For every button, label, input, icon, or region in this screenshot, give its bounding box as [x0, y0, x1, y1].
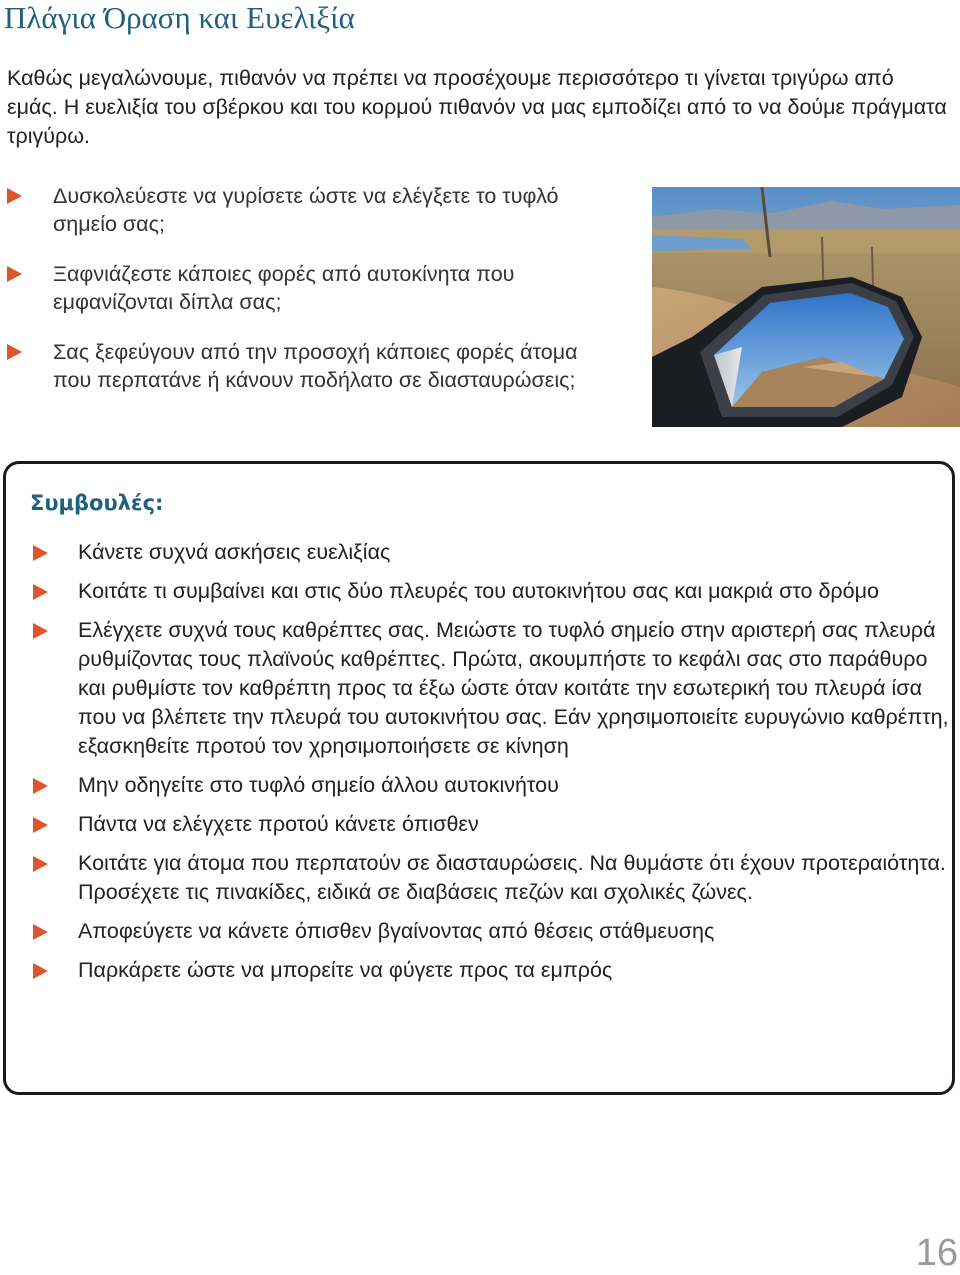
bullet-arrow-icon [33, 856, 48, 872]
tip-text: Μην οδηγείτε στο τυφλό σημείο άλλου αυτοκινήτου [78, 773, 559, 797]
tip-item [33, 956, 958, 985]
question-text: Δυσκολεύεστε να γυρίσετε ώστε να ελέγξετε το τυφλό σημείο σας; [53, 184, 559, 236]
tips-heading: Συμβουλές: [30, 491, 164, 515]
question-item [7, 338, 627, 394]
tip-item [33, 810, 958, 839]
tip-text: Κοιτάτε τι συμβαίνει και στις δύο πλευρές του αυτοκινήτου σας και μακριά στο δρόμο [78, 579, 879, 603]
tip-item [33, 538, 958, 567]
tip-text: Ελέγχετε συχνά τους καθρέπτες σας. Μειώστε το τυφλό σημείο στην αριστερή σας πλευρά ρυθμίζοντας τους πλαϊνούς καθρέπτες. Πρώτα, ακουμπήστε το κεφάλι σας στο παράθυρο και ρυθμίστε τον καθρέπτη προς τα έξω ώστε όταν κοιτάτε την εσωτερική του πλευρά ίσα που να βλέπετε την πλευρά του αυτοκινήτου σας. Εάν χρησιμοποιείτε ευρυγώνιο καθρέπτη, εξασκηθείτε προτού τον χρησιμοποιήσετε σε κίνηση [78, 618, 949, 758]
tip-item [33, 616, 958, 761]
bullet-arrow-icon [7, 344, 22, 360]
tip-item [33, 577, 958, 606]
bullet-arrow-icon [7, 188, 22, 204]
bullet-arrow-icon [33, 924, 48, 940]
tip-text: Αποφεύγετε να κάνετε όπισθεν βγαίνοντας από θέσεις στάθμευσης [78, 919, 715, 943]
tip-text: Πάντα να ελέγχετε προτού κάνετε όπισθεν [78, 812, 479, 836]
bullet-arrow-icon [33, 584, 48, 600]
tip-text: Παρκάρετε ώστε να μπορείτε να φύγετε προς τα εμπρός [78, 958, 613, 982]
bullet-arrow-icon [33, 778, 48, 794]
question-list [7, 182, 627, 416]
question-item [7, 260, 627, 316]
question-text: Ξαφνιάζεστε κάποιες φορές από αυτοκίνητα που εμφανίζονται δίπλα σας; [53, 262, 515, 314]
bullet-arrow-icon [7, 266, 22, 282]
tips-list [33, 538, 958, 995]
page-number: 16 [915, 1232, 958, 1274]
bullet-arrow-icon [33, 963, 48, 979]
question-text: Σας ξεφεύγουν από την προσοχή κάποιες φορές άτομα που περπατάνε ή κάνουν ποδήλατο σε διασταυρώσεις; [53, 340, 578, 392]
tip-item [33, 917, 958, 946]
bullet-arrow-icon [33, 623, 48, 639]
intro-paragraph: Καθώς μεγαλώνουμε, πιθανόν να πρέπει να προσέχουμε περισσότερο τι γίνεται τριγύρω από εμάς. Η ευελιξία του σβέρκου και του κορμού πιθανόν να μας εμποδίζει από το να δούμε πράγματα τριγύρω. [7, 66, 947, 148]
page-title: Πλάγια Όραση και Ευελιξία [4, 0, 355, 35]
bullet-arrow-icon [33, 817, 48, 833]
tip-item [33, 771, 958, 800]
side-mirror-photo [652, 187, 960, 427]
tip-item [33, 849, 958, 907]
bullet-arrow-icon [33, 545, 48, 561]
tip-text: Κοιτάτε για άτομα που περπατούν σε διασταυρώσεις. Να θυμάστε ότι έχουν προτεραιότητα. Προσέχετε τις πινακίδες, ειδικά σε διαβάσεις πεζών και σχολικές ζώνες. [78, 851, 946, 904]
tip-text: Κάνετε συχνά ασκήσεις ευελιξίας [78, 540, 391, 564]
question-item [7, 182, 627, 238]
